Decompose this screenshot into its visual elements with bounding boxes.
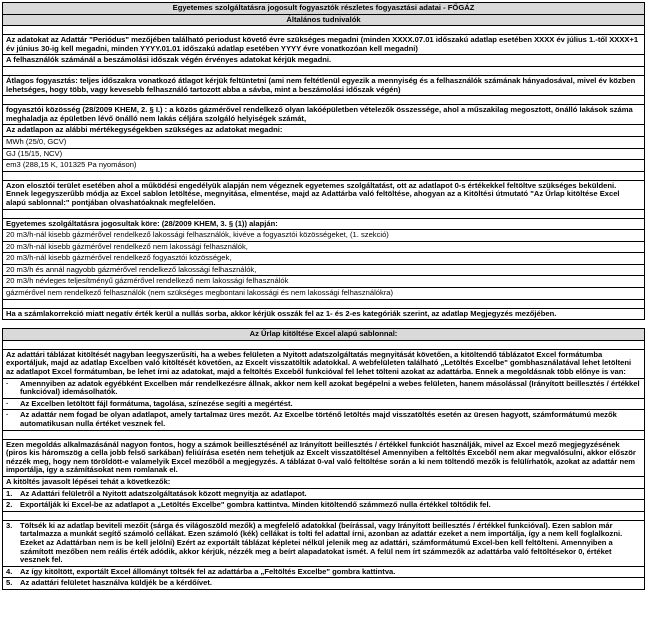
template-intro: Az adattári táblázat kitöltését nagyban leegyszerűsíti, ha a webes felületen a Nyitott adatszolgáltatás megnyitását követően, a kitöltendő táblázatot Excel formátumba exportáljuk, majd az adatlap Excelben való kitöltését követően, az Excelt visszatöltik adatokkal. A webfelületen található „Letöltés Excelbe" gombhasználatával lehet letölteni az adatlapot Excel formátumban, be lehet írni az adatokat, majd a feltöltés Exceből funkcióval fel lehet tölteni azokat az adattárba. Ennek a megoldásnak több előnye is van:: [3, 350, 644, 379]
blank-row: [3, 96, 644, 105]
blank-row: [3, 26, 644, 35]
unit-gj: GJ (15/15, NCV): [3, 149, 644, 161]
advantage-text: Az Excelben letöltött fájl formátuma, tagolása, színezése segíti a megértést.: [20, 398, 293, 408]
unit-em3: em3 (288,15 K, 101325 Pa nyomáson): [3, 160, 644, 172]
eligible-category: 20 m3/h és annál nagyobb gázmérővel rendelkező lakossági felhasználók,: [3, 265, 644, 277]
eligible-category: gázmérővel nem rendelkező felhasználók (nem szükséges megbontani lakossági és nem lakossági felhasználókra): [3, 288, 644, 300]
blank-row: [3, 172, 644, 181]
bullet-mark: ·: [6, 410, 9, 420]
period-note: Az adatokat az Adattár "Periódus" mezőjében található periodust követő évre szükséges megadni (minden XXXX.07.01 időszakú adatlap esetében XXXX év július 1.-től XXXX+1 év június 30-ig kell megadni, minden YYYY.01.01 időszakú adatlap esetében YYYY évre vonatkozóan kell megadni): [3, 35, 644, 55]
unit-mwh: MWh (25/0, GCV): [3, 137, 644, 149]
zero-values-note: Azon elosztói terület esetében ahol a működési engedélyük alapján nem végeznek egyetemes szolgáltatást, ott az adatlapot 0-s értékekkel feltöltve szükséges beküldeni. Ennek legegyszerűbb módja az Excel sablon letöltése, megnyitása, elmentése, majd az Adattárba való feltöltése, ahogyan az a Kitöltési útmutató "Az Űrlap kitöltése Excel alapú sablonnal:" pontjában olvashatóaknak megfelelően.: [3, 181, 644, 210]
bullet-mark: ·: [6, 398, 9, 408]
eligible-category: 20 m3/h-nál kisebb gázmérővel rendelkező fogyasztói közösségek,: [3, 253, 644, 265]
advantage-text: Amennyiben az adatok egyébként Excelben már rendelkezésre állnak, akkor nem kell azokat begépelni a webes felületen, hanem másolással (Irányított beillesztés / értékkel funkcióval) idemásolhatók.: [20, 378, 640, 397]
step-number: 4.: [6, 566, 13, 576]
step-text: Az Adattári felületről a Nyitott adatszolgáltatások közott megnyitja az adatlapot.: [20, 488, 307, 498]
step-number: 2.: [6, 500, 13, 510]
section-gap: [2, 320, 645, 328]
advantage-item: [3, 379, 644, 399]
step-text: Az így kitöltött, exportált Excel állományt töltsék fel az adattárba a „Feltöltés Excelbe" gombra kattintva.: [20, 566, 396, 576]
negative-values-note: Ha a számlakorrekció miatt negatív érték kerül a nullás sorba, akkor kérjük osszák fel az 1- és 2-es kategóriák szerint, az adatlap Megjegyzés mezőjében.: [3, 309, 644, 321]
general-header: Általános tudnivalók: [3, 15, 644, 27]
eligible-category: 20 m3/h-nál kisebb gázmérővel rendelkező lakossági felhasználók, kivéve a fogyasztói közösségeket, (1. szekció): [3, 230, 644, 242]
bullet-mark: ·: [6, 378, 9, 388]
step-number: 5.: [6, 578, 13, 588]
general-section: [2, 2, 645, 320]
blank-row: [3, 300, 644, 309]
step-item: [3, 567, 644, 579]
step-text: Az adattári felületet használva küldjék be a kérdőívet.: [20, 578, 213, 588]
document-title: Egyetemes szolgáltatásra jogosult fogyasztók részletes fogyasztási adatai - FŐGÁZ: [3, 3, 644, 15]
paste-special-note: Ezen megoldás alkalmazásánál nagyon fontos, hogy a számok beillesztésénél az Irányított beillesztés / értékkel funkciót használják, mivel az Excel mező megjegyzésének (piros kis háromszög a cella jobb felső sarkában) feliúírása esetén nem tehetjük az Excelt visszatöltésel Amennyiben a feltöltés Exceből nem akar megvalósulni, akkor először nézzék meg, hogy nem töröldött-e valamelyik Excel mezőből a megjegyzés. A táblázat 0-val való feltöltése során a ki nem töltendő mezők is felülírhatók, azokat az adattár nem importálja, így a számításokat nem romlanak el.: [3, 440, 644, 477]
template-header: Az Űrlap kitöltése Excel alapú sablonnal:: [3, 329, 644, 341]
step-text: Exportálják ki Excel-be az adatlapot a „Letöltés Excelbe" gombra kattintva. Minden kitöltendő számmező nulla értékkel töltődik fel.: [20, 500, 491, 510]
community-definition: fogyasztói közösség (28/2009 KHEM, 2. § I.) : a közös gázmérővel rendelkező olyan lakóépületben vételezők összessége, ahol a műszakilag megosztott, önálló lakások száma meghaladja az épületben lévő önálló nem lakás céljára szolgáló helyiségek számát,: [3, 105, 644, 125]
blank-row: [3, 210, 644, 219]
step-number: 1.: [6, 488, 13, 498]
step-number: 3.: [6, 520, 13, 530]
advantage-text: Az adattár nem fogad be olyan adatlapot, amely tartalmaz üres mezőt. Az Excelbe történő letöltés majd visszatöltés esetén az üresen hagyott, számformátumú mezők automatikusan nulla értéket vesznek fel.: [20, 410, 617, 428]
units-intro: Az adatlapon az alábbi mértékegységekben szükséges az adatokat megadni:: [3, 125, 644, 137]
step-item: [3, 578, 644, 589]
step-item: [3, 489, 644, 501]
blank-row: [3, 512, 644, 521]
eligible-intro: Egyetemes szolgáltatásra jogosultak köre: (28/2009 KHEM, 3. § (1)) alapján:: [3, 219, 644, 231]
blank-row: [3, 67, 644, 76]
eligible-category: 20 m3/h névleges teljesítményű gázmérővel rendelkező nem lakossági felhasználók: [3, 276, 644, 288]
template-section: [2, 328, 645, 590]
avg-consumption-note: Átlagos fogyasztás: teljes időszakra vonatkozó átlagot kérjük feltüntetni (ami nem feltétlenül egyezik a mennyiség és a felhasználók számának hányadosával, mivel év közben lehetséges, hogy több, vagy kevesebb felhasználó tartozott abba a sávba, mint a beszámolási időszak végén): [3, 76, 644, 96]
advantage-item: [3, 399, 644, 411]
sheet: [2, 2, 645, 590]
step-item: [3, 521, 644, 567]
eligible-category: 20 m3/h-nál kisebb gázmérővel rendelkező nem lakossági felhasználók,: [3, 242, 644, 254]
steps-intro: A kitöltés javasolt lépései tehát a következők:: [3, 477, 644, 489]
users-note: A felhasználók számánál a beszámolási időszak végén érvényes adatokat kérjük megadni.: [3, 55, 644, 67]
advantage-item: [3, 410, 644, 430]
blank-row: [3, 431, 644, 440]
blank-row: [3, 341, 644, 350]
step-item: [3, 500, 644, 512]
step-text: Töltsék ki az adatlap beviteli mezőit (sárga és világoszöld mezők) a megfelelő adatokkal (beírással, vagy Irányított beillesztés / értékkel funkcióval). Ezen sablon már tartalmazza a munkát segítő számoló cellákat. Ezen számoló (kék) cellákat is tolti fel adattal írni, azonban az adattár ezeket a nem importálja, így a nem kell foglalkozni. Ezeket az Adattárban nem is be kell jelölni) Ezért az exportált táblázat képletei nélkül jelenik meg az adattári, számformátumú Excel-ben kell feltölteni. Amennyiben a számított mezőben nem reális érték adódik, akkor kérjük, nézzék meg a beírt alapadatokat ismét. A felül nem írt számmezők az adattárba való feltöltésekor 0, értéket vesznek fel.: [20, 520, 623, 565]
